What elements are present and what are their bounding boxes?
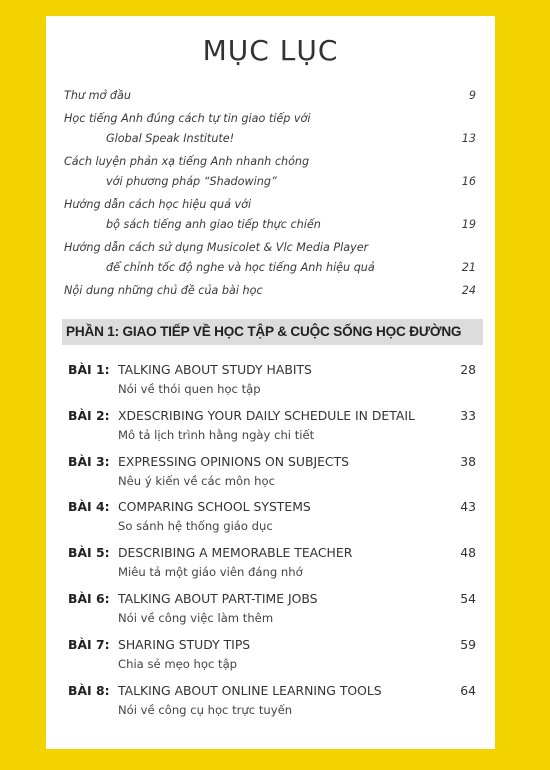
intro-item-page: 16 — [461, 175, 476, 188]
intro-item[interactable] — [64, 195, 476, 236]
intro-item-line2: để chỉnh tốc độ nghe và học tiếng Anh hiệu quả — [106, 261, 375, 274]
lesson-list — [68, 360, 476, 726]
lesson-item[interactable] — [68, 635, 476, 681]
lesson-item[interactable] — [68, 452, 476, 498]
intro-item[interactable] — [64, 109, 476, 150]
intro-item-line1: Thư mở đầu — [64, 89, 131, 102]
toc-page — [46, 16, 495, 749]
lesson-title-en: TALKING ABOUT PART-TIME JOBS — [118, 590, 318, 606]
lesson-page: 28 — [460, 362, 476, 377]
lesson-title-vi: Nói về công cụ học trực tuyến — [118, 702, 293, 717]
lesson-number: BÀI 6: — [68, 590, 110, 606]
intro-item-page: 13 — [461, 132, 476, 145]
intro-item-page: 9 — [468, 89, 476, 102]
lesson-item[interactable] — [68, 497, 476, 543]
intro-item-line2: bộ sách tiếng anh giao tiếp thực chiến — [106, 218, 321, 231]
lesson-number: BÀI 4: — [68, 499, 110, 515]
lesson-number: BÀI 5: — [68, 545, 110, 561]
intro-item[interactable] — [64, 281, 476, 302]
lesson-number: BÀI 8: — [68, 682, 110, 698]
lesson-page: 54 — [460, 590, 476, 606]
lesson-title-vi: Miêu tả một giáo viên đáng nhớ — [118, 565, 303, 580]
intro-item-line2: Global Speak Institute! — [106, 132, 235, 145]
lesson-title-vi: Nói về công việc làm thêm — [118, 610, 274, 625]
intro-item[interactable] — [64, 152, 476, 193]
intro-item-line1: Hướng dẫn cách sử dụng Musicolet & Vlc Media Player — [64, 240, 369, 254]
lesson-title-en: TALKING ABOUT ONLINE LEARNING TOOLS — [118, 682, 382, 698]
lesson-title-en: EXPRESSING OPINIONS ON SUBJECTS — [118, 453, 350, 469]
intro-item-line1: Học tiếng Anh đúng cách tự tin giao tiếp với — [64, 111, 311, 125]
lesson-title-en: XDESCRIBING YOUR DAILY SCHEDULE IN DETAIL — [118, 407, 415, 423]
lesson-number: BÀI 7: — [68, 636, 110, 652]
lesson-item[interactable] — [68, 543, 476, 589]
lesson-title-vi: Chia sẻ mẹo học tập — [118, 656, 238, 671]
part-1-heading: PHẦN 1: GIAO TIẾP VỀ HỌC TẬP & CUỘC SỐNG HỌC ĐƯỜNG — [62, 319, 483, 345]
lesson-item[interactable] — [68, 360, 476, 406]
lesson-number: BÀI 1: — [68, 362, 110, 377]
intro-list — [64, 86, 476, 303]
lesson-title-vi: Nói về thói quen học tập — [118, 382, 261, 396]
lesson-page: 43 — [460, 499, 476, 515]
lesson-page: 64 — [460, 682, 476, 698]
lesson-title-en: SHARING STUDY TIPS — [118, 636, 251, 652]
intro-item-line1: Cách luyện phản xạ tiếng Anh nhanh chóng — [64, 154, 310, 168]
lesson-item[interactable] — [68, 589, 476, 635]
lesson-page: 48 — [460, 545, 476, 561]
lesson-page: 59 — [460, 636, 476, 652]
lesson-title-vi: Mô tả lịch trình hằng ngày chi tiết — [118, 427, 315, 442]
lesson-title-en: DESCRIBING A MEMORABLE TEACHER — [118, 545, 353, 561]
page-title: MỤC LỤC — [202, 34, 339, 67]
lesson-page: 33 — [460, 407, 476, 423]
intro-item-line1: Hướng dẫn cách học hiệu quả với — [64, 197, 252, 211]
intro-item-page: 21 — [461, 261, 476, 274]
lesson-title-en: TALKING ABOUT STUDY HABITS — [118, 362, 312, 377]
lesson-number: BÀI 3: — [68, 453, 110, 469]
intro-item-line1: Nội dung những chủ đề của bài học — [64, 283, 263, 297]
intro-item-line2: với phương pháp “Shadowing” — [106, 175, 277, 188]
intro-item[interactable] — [64, 238, 476, 279]
intro-item[interactable] — [64, 86, 476, 107]
lesson-item[interactable] — [68, 681, 476, 727]
lesson-item[interactable] — [68, 406, 476, 452]
intro-item-page: 24 — [461, 283, 476, 297]
intro-item-page: 19 — [461, 218, 476, 231]
lesson-number: BÀI 2: — [68, 407, 110, 423]
lesson-page: 38 — [460, 453, 476, 469]
lesson-title-vi: So sánh hệ thống giáo dục — [118, 519, 273, 534]
lesson-title-en: COMPARING SCHOOL SYSTEMS — [118, 499, 311, 515]
lesson-title-vi: Nêu ý kiến về các môn học — [118, 473, 275, 488]
